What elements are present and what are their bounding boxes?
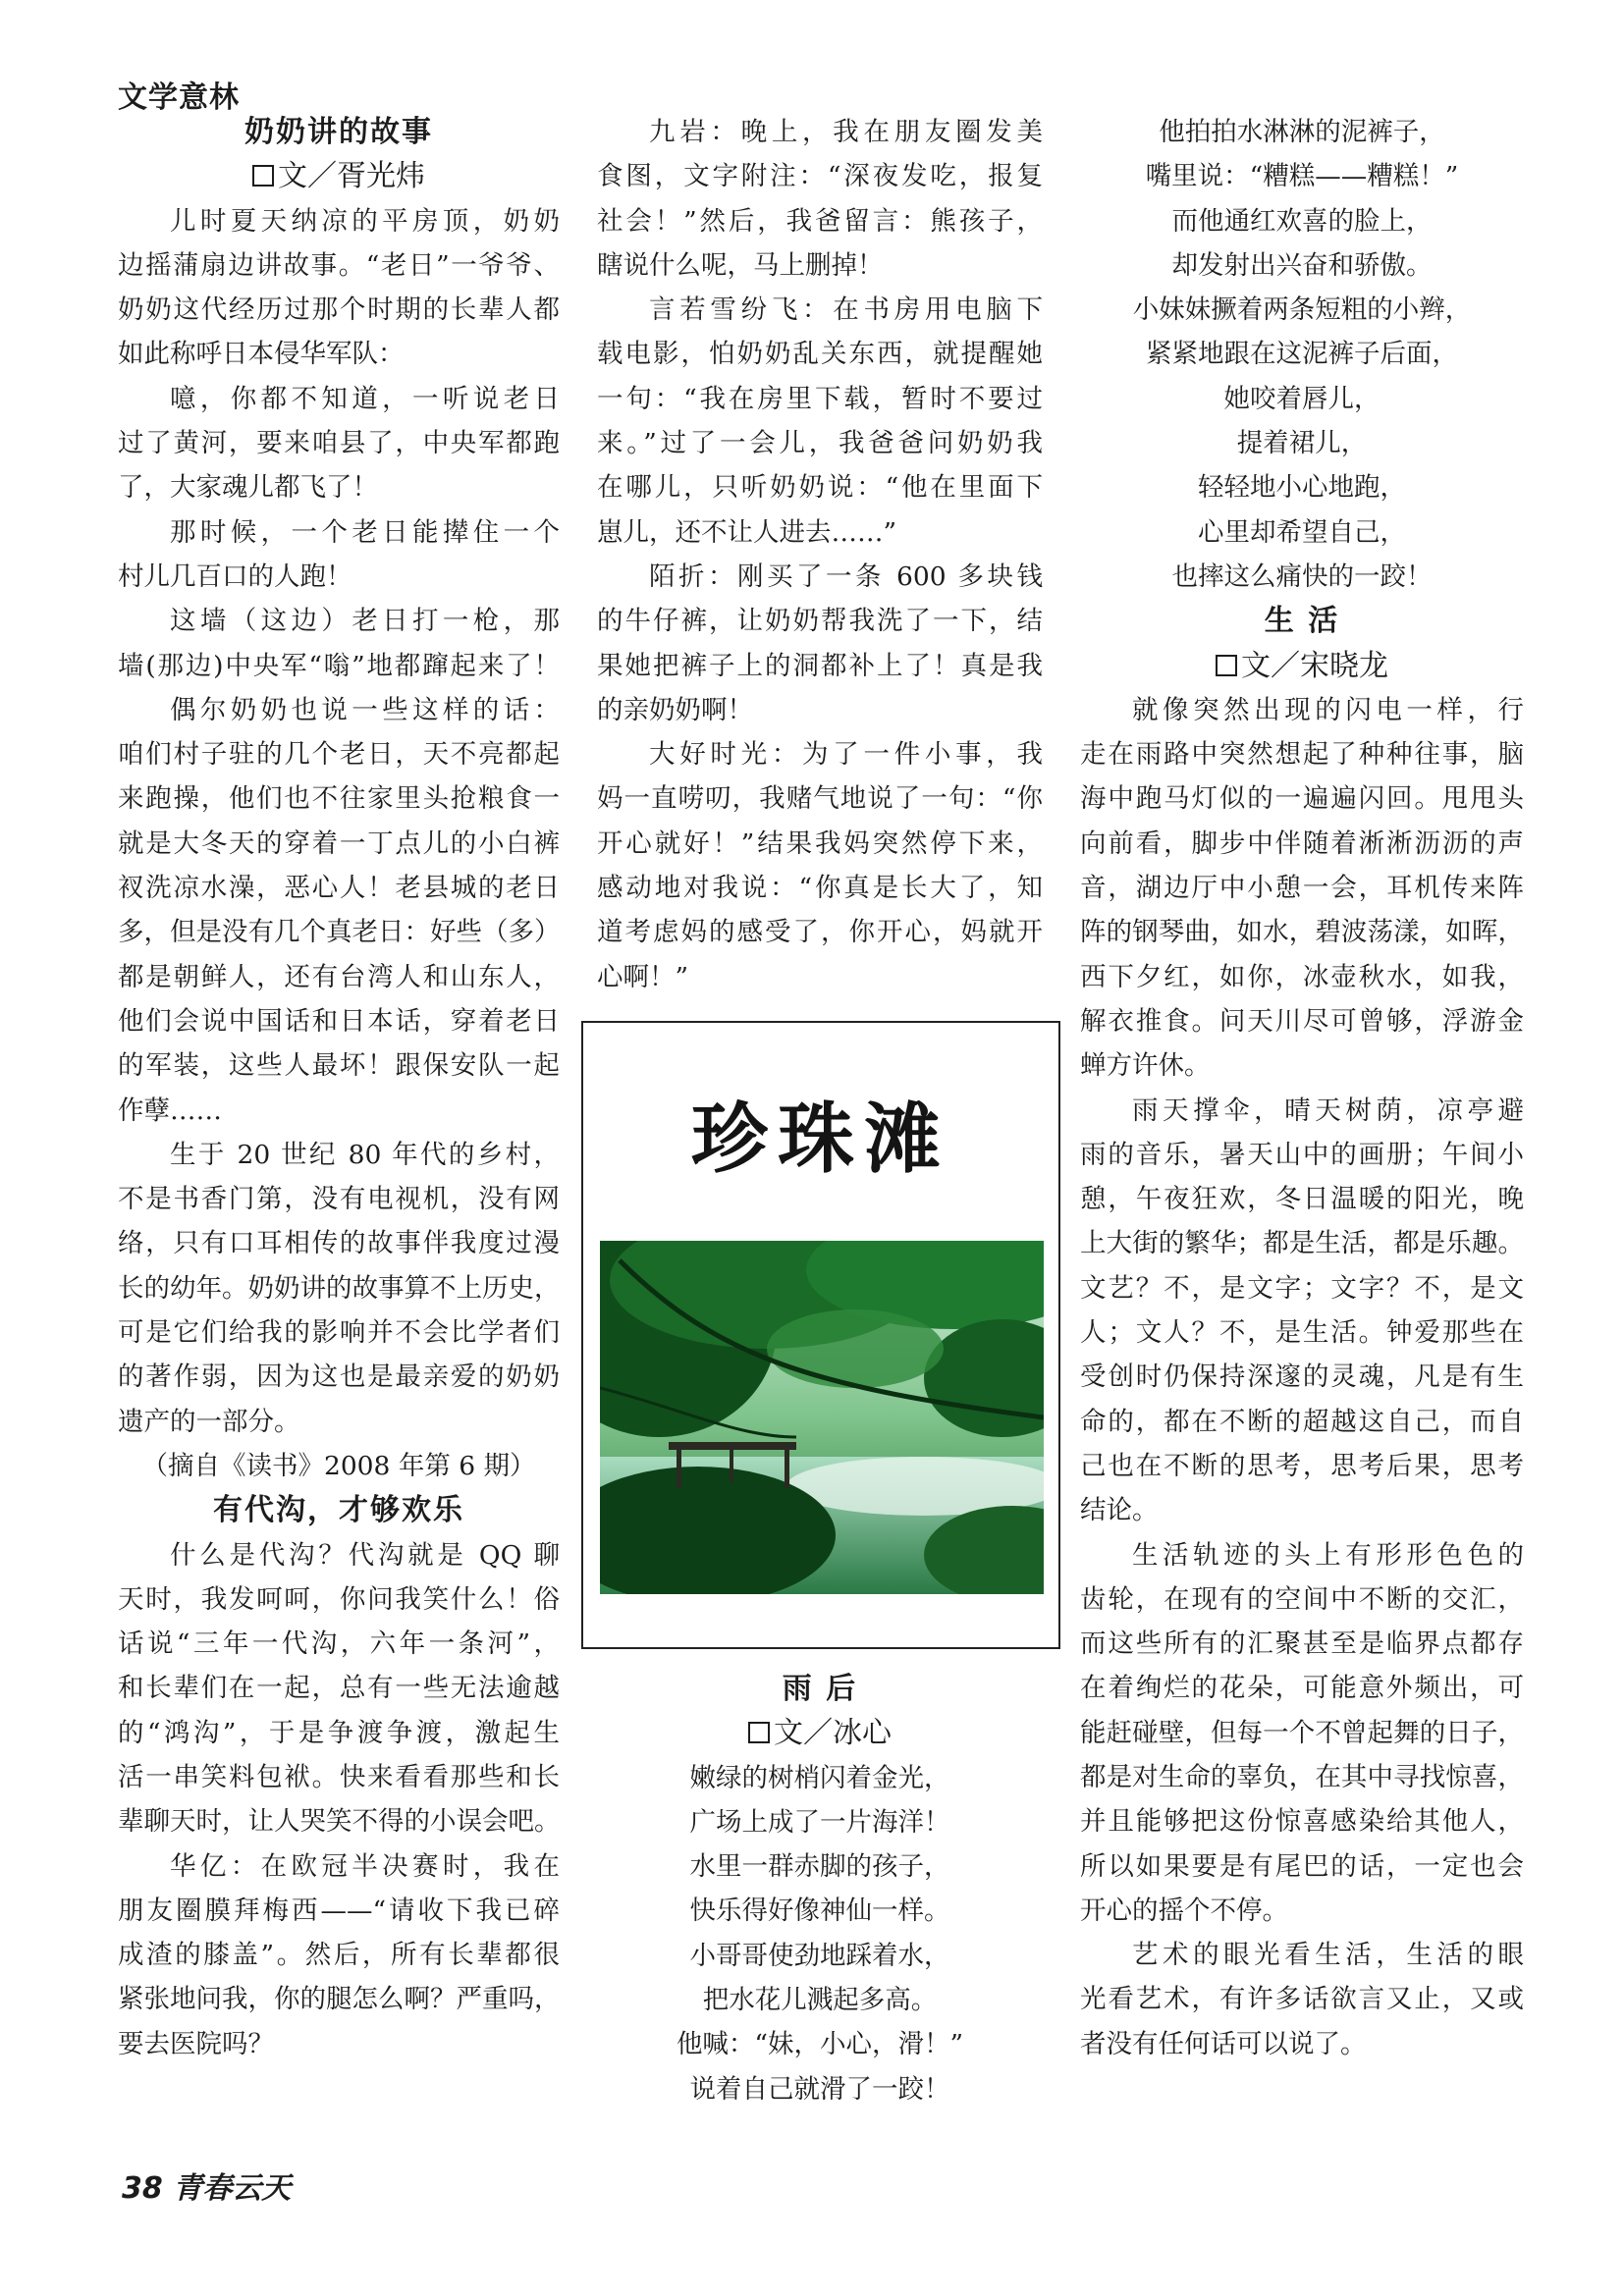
- line-text: 紧张地问我，你的腿怎么啊？严重吗，: [118, 1984, 561, 2015]
- text-line: [1080, 110, 1524, 154]
- text-line: [597, 866, 1043, 910]
- line-text: 了，大家魂儿都飞了！: [118, 472, 378, 504]
- line-text: 齿轮，在现有的空间中不断的交汇，: [1080, 1583, 1524, 1615]
- line-text: 的“鸿沟”，于是争渡争渡，激起生: [118, 1717, 560, 1748]
- text-line: [1080, 1844, 1524, 1889]
- text-line: [1080, 1133, 1524, 1177]
- line-text: 过了黄河，要来咱县了，中央军都跑: [118, 428, 560, 459]
- text-line: [1080, 1533, 1524, 1577]
- line-text: 要去医院吗？: [118, 2028, 274, 2059]
- line-text: 快乐得好像神仙一样。: [689, 1896, 950, 1927]
- text-line: [597, 243, 1043, 288]
- line-text: 食图，文字附注：“深夜发吃，报复: [597, 161, 1043, 192]
- text-line: [118, 1266, 560, 1310]
- text-line: [1080, 1577, 1524, 1622]
- text-line: [597, 1756, 1043, 1800]
- line-text: 生于 20 世纪 80 年代的乡村，: [170, 1139, 560, 1170]
- text-line: [597, 776, 1043, 821]
- line-text: 来。”过了一会儿，我爸爸问奶奶我: [597, 428, 1043, 459]
- line-text: 开心的摇个不停。: [1080, 1895, 1288, 1926]
- article-title: [1080, 599, 1524, 643]
- line-text: 奶奶讲的故事: [244, 115, 433, 149]
- text-line: [118, 555, 560, 599]
- line-text: 可是它们给我的影响并不会比学者们: [118, 1317, 560, 1349]
- line-text: 大好时光：为了一件小事，我: [649, 739, 1043, 771]
- line-text: 什么是代沟？代沟就是 QQ 聊: [170, 1539, 560, 1571]
- line-text: 都是对生命的辜负，在其中寻找惊喜，: [1080, 1761, 1524, 1792]
- text-line: [1080, 866, 1524, 910]
- line-text: 己也在不断的思考，思考后果，思考: [1080, 1450, 1524, 1481]
- line-text: 生 活: [1264, 604, 1340, 639]
- text-line: [1080, 243, 1524, 288]
- text-line: [1080, 1755, 1524, 1799]
- line-text: 人；文人？不，是生活。钟爱那些在: [1080, 1317, 1524, 1349]
- line-text: 那时候，一个老日能撵住一个: [170, 516, 560, 548]
- line-text: 说着自己就滑了一跤！: [689, 2073, 950, 2105]
- line-text: 憩，午夜狂欢，冬日温暖的阳光，晚: [1080, 1184, 1524, 1215]
- column-1: [118, 110, 560, 2066]
- line-text: 受创时仍保持深邃的灵魂，凡是有生: [1080, 1362, 1524, 1393]
- text-line: [1080, 732, 1524, 776]
- line-text: 天时，我发呵呵，你问我笑什么！俗: [118, 1583, 560, 1615]
- text-line: [1080, 1444, 1524, 1488]
- line-text: 墙(那边)中央军“嗡”地都蹿起来了！: [118, 650, 560, 681]
- text-line: [118, 1666, 560, 1710]
- line-text: 他们会说中国话和日本话，穿着老日: [118, 1005, 560, 1037]
- text-line: [597, 1978, 1043, 2022]
- text-line: [118, 465, 560, 509]
- line-text: 边摇蒲扇边讲故事。“老日”一爷爷、: [118, 249, 560, 281]
- text-line: [1080, 999, 1524, 1043]
- line-text: 和长辈们在一起，总有一些无法逾越: [118, 1673, 560, 1704]
- text-line: [1080, 688, 1524, 732]
- article-title: [118, 110, 560, 154]
- illustration-title: 珍珠滩: [690, 1095, 950, 1184]
- text-line: [597, 1800, 1043, 1844]
- line-text: 朋友圈膜拜梅西——“请收下我已碎: [118, 1895, 560, 1926]
- text-line: [118, 1977, 560, 2021]
- line-text: 光看艺术，有许多话欲言又止，又或: [1080, 1984, 1524, 2015]
- magazine-name: 青春云天: [173, 2171, 292, 2206]
- text-line: [1080, 776, 1524, 821]
- line-text: 结论。: [1080, 1495, 1159, 1526]
- text-line: [1080, 1799, 1524, 1843]
- text-line: [597, 421, 1043, 465]
- line-text: 载电影，怕奶奶乱关东西，就提醒她: [597, 339, 1043, 370]
- text-line: [1080, 955, 1524, 999]
- text-line: [118, 1889, 560, 1933]
- text-line: [1080, 377, 1524, 421]
- line-text: 道考虑妈的感受了，你开心，妈就开: [597, 917, 1043, 948]
- line-text: 雨天撑伞，晴天树荫，凉亭避: [1132, 1095, 1524, 1126]
- text-line: [118, 1755, 560, 1799]
- text-line: [118, 1933, 560, 1977]
- line-text: 而这些所有的汇聚甚至是临界点都存: [1080, 1629, 1524, 1660]
- line-text: 紧紧地跟在这泥裤子后面，: [1146, 339, 1458, 370]
- illustration-photo: [600, 1241, 1044, 1594]
- line-text: 文艺？不，是文字；文字？不，是文: [1080, 1272, 1524, 1304]
- line-text: 话说“三年一代沟，六年一条河”，: [118, 1629, 560, 1660]
- text-line: [597, 1844, 1043, 1889]
- line-text: 社会！”然后，我爸留言：熊孩子，: [597, 205, 1043, 237]
- text-line: [597, 377, 1043, 421]
- text-line: [118, 1355, 560, 1399]
- text-line: [1080, 1177, 1524, 1221]
- text-line: [597, 599, 1043, 643]
- text-line: [597, 910, 1043, 954]
- line-text: 儿时夏天纳凉的平房顶，奶奶: [170, 205, 560, 237]
- text-line: [1080, 154, 1524, 198]
- text-line: [597, 510, 1043, 555]
- text-line: [1080, 199, 1524, 243]
- line-text: 活一串笑料包袱。快来看看那些和长: [118, 1761, 560, 1792]
- text-line: [118, 1444, 560, 1488]
- article-title: [118, 1488, 560, 1532]
- text-line: [597, 199, 1043, 243]
- line-text: 把水花儿溅起多高。: [702, 1985, 938, 2016]
- text-line: [1080, 1666, 1524, 1710]
- line-text: 咱们村子驻的几个老日，天不亮都起: [118, 739, 560, 771]
- text-line: [1080, 555, 1524, 599]
- text-line: [1080, 1977, 1524, 2021]
- text-line: [118, 377, 560, 421]
- line-text: 解衣推食。问天川尽可曾够，浮游金: [1080, 1005, 1524, 1037]
- line-text: 遗产的一部分。: [118, 1406, 300, 1437]
- article-author: [1080, 644, 1524, 688]
- text-line: [1080, 465, 1524, 509]
- text-line: [118, 1089, 560, 1133]
- line-text: 果她把裤子上的洞都补上了！真是我: [597, 650, 1043, 681]
- line-text: 而他通红欢喜的脸上，: [1171, 205, 1433, 237]
- text-line: [597, 2022, 1043, 2066]
- line-text: 络，只有口耳相传的故事伴我度过漫: [118, 1228, 560, 1259]
- page-number: 38: [122, 2171, 163, 2206]
- line-text: 的著作弱，因为这也是最亲爱的奶奶: [118, 1362, 560, 1393]
- line-text: 他喊：“妹，小心，滑！”: [676, 2029, 964, 2060]
- text-line: [1080, 910, 1524, 954]
- text-line: [118, 955, 560, 999]
- text-line: [118, 732, 560, 776]
- text-line: [1080, 288, 1524, 332]
- text-line: [1080, 1310, 1524, 1355]
- text-line: [1080, 2022, 1524, 2066]
- text-line: [118, 866, 560, 910]
- text-line: [118, 688, 560, 732]
- line-text: 有代沟，才够欢乐: [213, 1493, 464, 1528]
- article-author: [118, 154, 560, 198]
- line-text: 作孽……: [118, 1095, 222, 1126]
- line-text: 广场上成了一片海洋！: [689, 1806, 950, 1838]
- text-line: [1080, 1400, 1524, 1444]
- line-text: 辈聊天时，让人哭笑不得的小误会吧。: [118, 1806, 561, 1838]
- text-line: [1080, 1355, 1524, 1399]
- text-line: [118, 199, 560, 243]
- line-text: 西下夕红，如你，冰壶秋水，如我，: [1080, 961, 1524, 992]
- text-line: [118, 2022, 560, 2066]
- line-text: 这墙（这边）老日打一枪，那: [170, 606, 560, 637]
- text-line: [118, 1622, 560, 1666]
- line-text: 在着绚烂的花朵，可能意外频出，可: [1080, 1673, 1524, 1704]
- text-line: [1080, 332, 1524, 376]
- line-text: 就是大冬天的穿着一丁点儿的小白裤: [118, 828, 560, 859]
- line-text: 如此称呼日本侵华军队：: [118, 339, 405, 370]
- line-text: 瞎说什么呢，马上删掉！: [597, 249, 884, 281]
- text-line: [118, 599, 560, 643]
- line-text: （摘自《读书》2008 年第 6 期）: [141, 1450, 536, 1481]
- text-line: [1080, 1488, 1524, 1532]
- text-line: [118, 421, 560, 465]
- line-text: 者没有任何话可以说了。: [1080, 2028, 1367, 2059]
- text-line: [118, 1310, 560, 1355]
- text-line: [1080, 1089, 1524, 1133]
- line-text: 长的幼年。奶奶讲的故事算不上历史，: [118, 1272, 561, 1304]
- text-line: [118, 1043, 560, 1088]
- line-text: 艺术的眼光看生活，生活的眼: [1132, 1940, 1524, 1971]
- line-text: 雨的音乐，暑天山中的画册；午间小: [1080, 1139, 1524, 1170]
- text-line: [1080, 1266, 1524, 1310]
- line-text: 走在雨路中突然想起了种种往事，脑: [1080, 739, 1524, 771]
- text-line: [118, 644, 560, 688]
- text-line: [597, 332, 1043, 376]
- line-text: 生活轨迹的头上有形形色色的: [1132, 1539, 1524, 1571]
- line-text: 九岩：晚上，我在朋友圈发美: [649, 117, 1043, 147]
- line-text: 噫，你都不知道，一听说老日: [170, 383, 560, 414]
- text-line: [118, 1221, 560, 1265]
- line-text: 多，但是没有几个真老日：好些（多）: [118, 917, 561, 948]
- text-line: [118, 776, 560, 821]
- author-box-icon: [1216, 655, 1237, 676]
- section-label: 文学意林: [118, 80, 240, 115]
- line-text: 上大街的繁华；都是生活，都是乐趣。: [1080, 1228, 1524, 1259]
- line-text: 陌折：刚买了一条 600 多块钱: [649, 561, 1043, 592]
- line-text: 蝉方许休。: [1080, 1050, 1211, 1082]
- text-line: [597, 688, 1043, 732]
- line-text: 命的，都在不断的超越这自己，而自: [1080, 1406, 1524, 1437]
- line-text: 开心就好！”结果我妈突然停下来，: [597, 828, 1043, 859]
- line-text: 音，湖边厅中小憩一会，耳机传来阵: [1080, 873, 1524, 904]
- text-line: [597, 1934, 1043, 1978]
- line-text: 小妹妹撅着两条短粗的小辫，: [1132, 294, 1472, 326]
- line-text: 的牛仔裤，让奶奶帮我洗了一下，结: [597, 606, 1043, 637]
- text-line: [118, 910, 560, 954]
- text-line: [118, 1577, 560, 1622]
- line-text: 都是朝鲜人，还有台湾人和山东人，: [118, 961, 560, 992]
- text-line: [1080, 1933, 1524, 1977]
- line-text: 感动地对我说：“你真是长大了，知: [597, 873, 1043, 904]
- line-text: 来跑操，他们也不往家里头抢粮食一: [118, 783, 560, 815]
- text-line: [1080, 421, 1524, 465]
- line-text: 崽儿，还不让人进去……”: [597, 516, 897, 548]
- line-text: 也摔这么痛快的一跤！: [1171, 561, 1433, 592]
- text-line: [118, 243, 560, 288]
- article-title: [597, 1667, 1043, 1711]
- line-text: 文／冰心: [774, 1716, 892, 1751]
- line-text: 言若雪纷飞：在书房用电脑下: [649, 294, 1043, 326]
- column-2: [597, 110, 1043, 999]
- text-line: [118, 332, 560, 376]
- forest-pond-image: [600, 1241, 1044, 1594]
- line-text: 的军装，这些人最坏！跟保安队一起: [118, 1050, 560, 1082]
- line-text: 心啊！”: [597, 961, 689, 992]
- line-text: 提着裙儿，: [1236, 428, 1368, 459]
- text-line: [118, 510, 560, 555]
- text-line: [597, 110, 1043, 154]
- text-line: [1080, 1221, 1524, 1265]
- text-line: [597, 154, 1043, 198]
- text-line: [597, 555, 1043, 599]
- text-line: [1080, 1043, 1524, 1088]
- text-line: [118, 1177, 560, 1221]
- page-footer: [122, 2163, 291, 2207]
- text-line: [118, 1711, 560, 1755]
- text-line: [118, 999, 560, 1043]
- text-line: [597, 732, 1043, 776]
- line-text: 嫩绿的树梢闪着金光，: [689, 1762, 950, 1793]
- line-text: 在哪儿，只听奶奶说：“他在里面下: [597, 472, 1043, 504]
- line-text: 能赶碰壁，但每一个不曾起舞的日子，: [1080, 1717, 1524, 1748]
- line-text: 奶奶这代经历过那个时期的长辈人都: [118, 294, 560, 326]
- author-box-icon: [252, 165, 274, 187]
- text-line: [597, 465, 1043, 509]
- line-text: 她咬着唇儿，: [1223, 383, 1380, 414]
- column-2-poem: [597, 1667, 1043, 2111]
- text-line: [597, 955, 1043, 999]
- text-line: [118, 288, 560, 332]
- text-line: [1080, 1622, 1524, 1666]
- line-text: 水里一群赤脚的孩子，: [689, 1851, 950, 1883]
- text-line: [597, 2067, 1043, 2111]
- text-line: [597, 822, 1043, 866]
- line-text: 成渣的膝盖”。然后，所有长辈都很: [118, 1940, 560, 1971]
- line-text: 妈一直唠叨，我赌气地说了一句：“你: [597, 783, 1043, 815]
- line-text: 却发射出兴奋和骄傲。: [1171, 249, 1433, 281]
- text-line: [1080, 1889, 1524, 1933]
- line-text: 华亿：在欧冠半决赛时，我在: [170, 1850, 560, 1882]
- line-text: 阵的钢琴曲，如水，碧波荡漾，如晖，: [1080, 917, 1524, 948]
- column-3: [1080, 110, 1524, 2066]
- text-line: [597, 644, 1043, 688]
- text-line: [1080, 1711, 1524, 1755]
- line-text: 一句：“我在房里下载，暂时不要过: [597, 383, 1043, 414]
- line-text: 所以如果要是有尾巴的话，一定也会: [1080, 1850, 1524, 1882]
- line-text: 衩洗凉水澡，恶心人！老县城的老日: [118, 873, 560, 904]
- text-line: [118, 1133, 560, 1177]
- text-line: [118, 822, 560, 866]
- line-text: 并且能够把这份惊喜感染给其他人，: [1080, 1806, 1524, 1838]
- text-line: [118, 1844, 560, 1889]
- line-text: 的亲奶奶啊！: [597, 694, 753, 725]
- text-line: [118, 1799, 560, 1843]
- line-text: 雨 后: [782, 1672, 858, 1706]
- line-text: 心里却希望自己，: [1198, 516, 1406, 548]
- line-text: 文／胥光炜: [278, 159, 425, 194]
- line-text: 偶尔奶奶也说一些这样的话：: [170, 694, 560, 725]
- article-author: [597, 1711, 1043, 1755]
- text-line: [597, 1889, 1043, 1933]
- line-text: 村儿几百口的人跑！: [118, 561, 352, 592]
- line-text: 嘴里说：“糟糕——糟糕！”: [1145, 161, 1459, 192]
- line-text: 就像突然出现的闪电一样，行: [1132, 694, 1524, 725]
- text-line: [1080, 510, 1524, 555]
- line-text: 小哥哥使劲地踩着水，: [689, 1940, 950, 1971]
- author-box-icon: [748, 1722, 770, 1743]
- line-text: 轻轻地小心地跑，: [1198, 472, 1406, 504]
- line-text: 海中跑马灯似的一遍遍闪回。甩甩头: [1080, 783, 1524, 815]
- text-line: [118, 1533, 560, 1577]
- line-text: 文／宋晓龙: [1241, 648, 1388, 683]
- line-text: 向前看，脚步中伴随着淅淅沥沥的声: [1080, 828, 1524, 859]
- text-line: [1080, 822, 1524, 866]
- line-text: 不是书香门第，没有电视机，没有网: [118, 1184, 560, 1215]
- line-text: 他拍拍水淋淋的泥裤子，: [1159, 117, 1445, 147]
- text-line: [118, 1400, 560, 1444]
- text-line: [597, 288, 1043, 332]
